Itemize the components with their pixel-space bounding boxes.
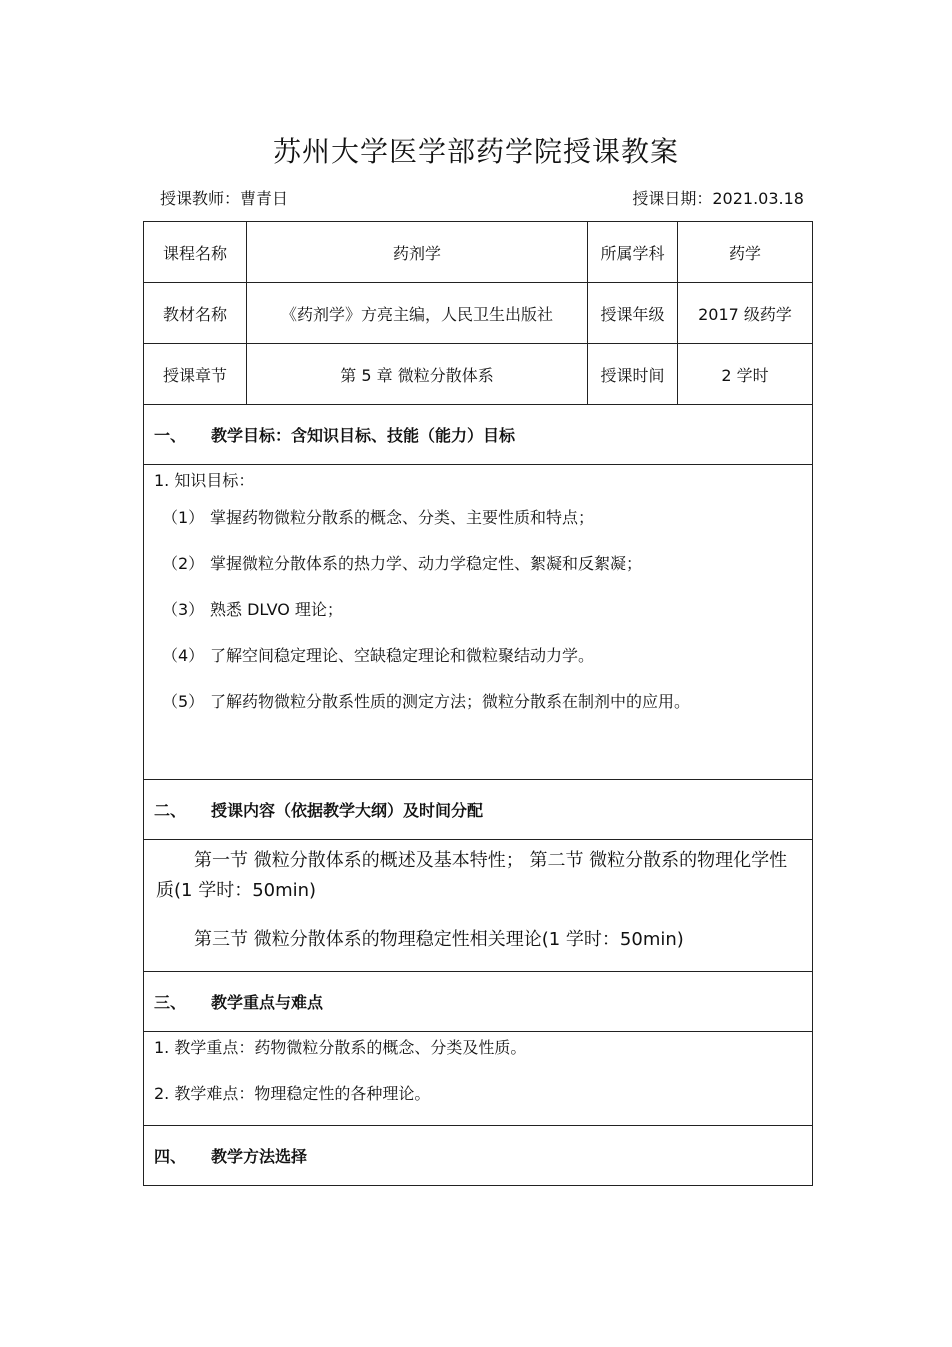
item-text: 熟悉 DLVO 理论； <box>210 600 343 619</box>
chapter-value: 第 5 章 微粒分散体系 <box>247 344 588 404</box>
item-index: （3） <box>162 600 205 619</box>
section-3-body <box>144 1032 812 1126</box>
list-item <box>144 641 812 687</box>
list-item <box>144 687 812 733</box>
section-2-title: 授课内容（依据教学大纲）及时间分配 <box>211 801 484 820</box>
grade-label: 授课年级 <box>588 283 678 343</box>
item-index: （5） <box>162 692 205 711</box>
content-paragraph-2: 第三节 微粒分散体系的物理稳定性相关理论(1 学时：50min) <box>194 929 684 950</box>
item-text: 掌握微粒分散体系的热力学、动力学稳定性、絮凝和反絮凝； <box>210 554 643 573</box>
section-3-number: 三、 <box>154 993 187 1012</box>
meta-row <box>160 186 804 209</box>
section-4-heading <box>144 1126 812 1185</box>
section-1-number: 一、 <box>154 426 187 445</box>
section-1-body <box>144 465 812 780</box>
info-row-course <box>144 222 812 283</box>
item-text: 了解药物微粒分散系性质的测定方法；微粒分散系在制剂中的应用。 <box>210 692 691 711</box>
item-index: （1） <box>162 508 205 527</box>
section-2-heading <box>144 780 812 840</box>
section-4-title: 教学方法选择 <box>211 1147 308 1166</box>
item-index: （2） <box>162 554 205 573</box>
difficulty-line: 2. 教学难点：物理稳定性的各种理论。 <box>154 1084 431 1103</box>
subject-value: 药学 <box>728 243 761 263</box>
grade-value: 2017 级药学 <box>698 304 792 324</box>
item-text: 了解空间稳定理论、空缺稳定理论和微粒聚结动力学。 <box>210 646 595 665</box>
item-text: 掌握药物微粒分散系的概念、分类、主要性质和特点； <box>210 508 595 527</box>
hours-label: 授课时间 <box>588 344 678 404</box>
section-1-title: 教学目标：含知识目标、技能（能力）目标 <box>211 426 516 445</box>
section-1-heading <box>144 405 812 465</box>
info-row-textbook <box>144 283 812 344</box>
date-label: 授课日期：2021.03.18 <box>632 189 804 208</box>
page-title: 苏州大学医学部药学院授课教案 <box>272 135 679 168</box>
subject-label: 所属学科 <box>588 222 678 282</box>
list-item <box>144 595 812 641</box>
section-3-title: 教学重点与难点 <box>211 993 324 1012</box>
textbook-label: 教材名称 <box>144 283 247 343</box>
content-paragraph-1: 第一节 微粒分散体系的概述及基本特性； 第二节 微粒分散系的物理化学性质(1 学时：50min) <box>156 850 788 901</box>
lesson-plan-table <box>143 221 813 1186</box>
knowledge-goal-intro: 1. 知识目标： <box>154 471 255 490</box>
teacher-label: 授课教师：曹青日 <box>160 189 289 208</box>
section-3-heading <box>144 972 812 1032</box>
hours-value: 2 学时 <box>721 365 769 385</box>
item-index: （4） <box>162 646 205 665</box>
info-row-chapter <box>144 344 812 405</box>
list-item <box>144 549 812 595</box>
section-4-number: 四、 <box>154 1147 187 1166</box>
section-2-body <box>144 840 812 972</box>
key-point-line: 1. 教学重点：药物微粒分散系的概念、分类及性质。 <box>154 1038 527 1057</box>
list-item <box>144 503 812 549</box>
chapter-label: 授课章节 <box>144 344 247 404</box>
course-name-label: 课程名称 <box>144 222 247 282</box>
section-2-number: 二、 <box>154 801 187 820</box>
course-name-value: 药剂学 <box>247 222 588 282</box>
textbook-value: 《药剂学》方亮主编，人民卫生出版社 <box>247 283 588 343</box>
